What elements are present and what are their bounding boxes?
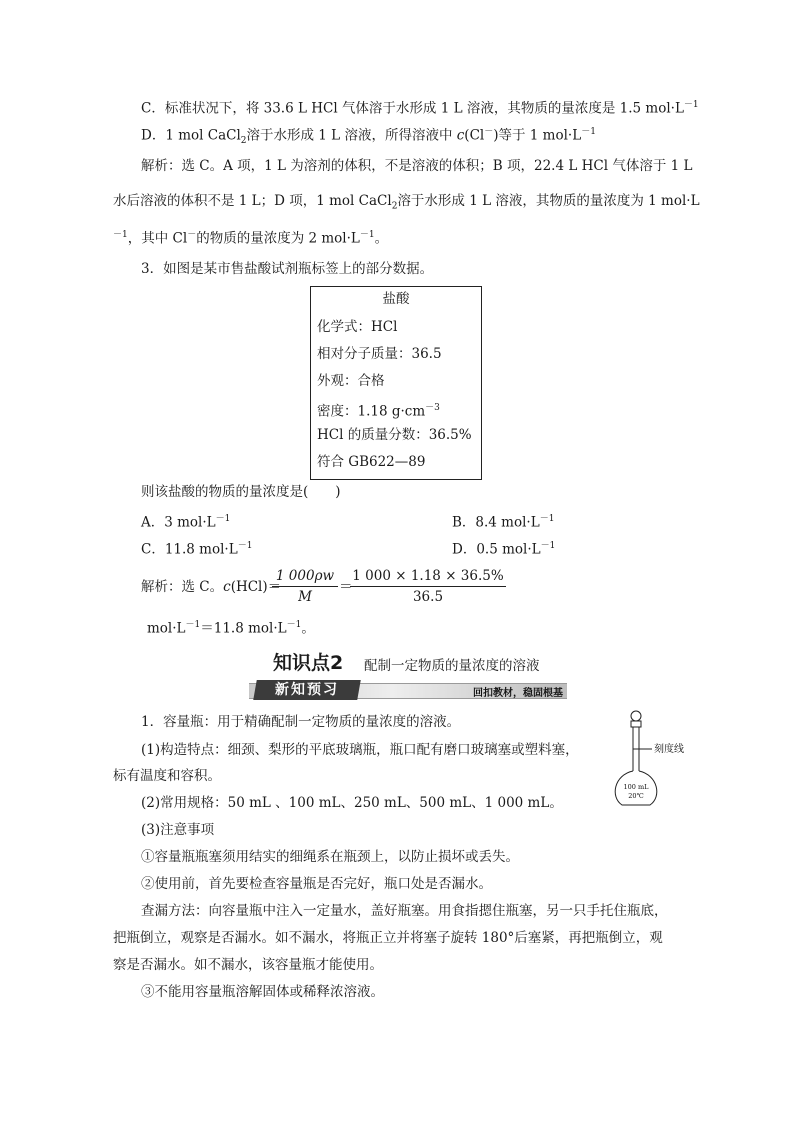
volumetric-flask-illustration <box>600 705 690 810</box>
option-a: A．3 $mol\cdot L^{-1}$ <box>141 514 231 531</box>
option-d: D．0.5 $mol\cdot L^{-1}$ <box>452 541 556 558</box>
option-b: B．8.4 $mol\cdot L^{-1}$ <box>452 514 555 531</box>
preview-banner <box>249 680 567 700</box>
label-molar-mass: 相对分子质量：36.5 <box>317 346 442 362</box>
note-1: ①容量瓶瓶塞须用结实的细绳系在瓶颈上，以防止损坏或丢失。 <box>141 849 519 865</box>
banner-slogan: 回扣教材，稳固根基 <box>473 688 563 699</box>
leak-check-line-2: 把瓶倒立，观察是否漏水。如不漏水，将瓶正立并将塞子旋转 180°后塞紧，再把瓶倒立，观 <box>113 930 663 946</box>
option-c: C．11.8 $mol\cdot L^{-1}$ <box>141 541 253 558</box>
knowledge-point-subtitle: 配制一定物质的量浓度的溶液 <box>364 658 540 674</box>
note-2: ②使用前，首先要检查容量瓶是否完好，瓶口处是否漏水。 <box>141 876 492 892</box>
point-1: 1．容量瓶：用于精确配制一定物质的量浓度的溶液。 <box>141 714 461 730</box>
flask-volume: 100 mL <box>623 783 649 791</box>
banner-tag: 新知预习 <box>253 680 361 700</box>
common-specs: (2)常用规格：50 mL 、100 mL、250 mL、500 mL、1 000 mL。 <box>141 795 563 811</box>
analysis-1-line-2: 水后溶液的体积不是 1 L；D 项，1 mol CaCl$_2$溶于水形成 1 L 溶液，其物质的量浓度为 1 mol·L <box>113 193 700 212</box>
fraction-1-denominator: M <box>298 589 312 605</box>
fraction-1 <box>272 568 338 606</box>
knowledge-point-title: 知识点2 <box>273 652 344 674</box>
analysis-2-prefix: 解析：选 C。c(HCl)＝ <box>141 579 282 595</box>
leak-check-line-1: 查漏方法：向容量瓶中注入一定量水，盖好瓶塞。用食指摁住瓶塞，另一只手托住瓶底， <box>141 903 668 919</box>
flask-temperature: 20℃ <box>628 792 644 800</box>
analysis-2-result: $mol\cdot L^{-1}=11.8$ $mol\cdot L^{-1}$。 <box>147 620 315 637</box>
reagent-label-box <box>310 286 482 480</box>
option-c-prev: C．标准状况下，将 33.6 L HCl 气体溶于水形成 1 L 溶液，其物质的量浓度是 1.5 $mol\cdot L^{-1}$ <box>141 100 699 117</box>
question-3-ask: 则该盐酸的物质的量浓度是( ) <box>141 484 341 500</box>
fraction-2-numerator: 1 000 × 1.18 × 36.5% <box>352 568 504 584</box>
leak-check-line-3: 察是否漏水。如不漏水，该容量瓶才能使用。 <box>113 957 383 973</box>
analysis-1-line-1: 解析：选 C。A 项，1 L 为溶剂的体积，不是溶液的体积；B 项，22.4 L HCl 气体溶于 1 L <box>141 158 693 174</box>
fraction-2 <box>350 568 506 606</box>
question-3-stem: 3．如图是某市售盐酸试剂瓶标签上的部分数据。 <box>141 261 434 277</box>
label-mass-fraction: HCl 的质量分数：36.5% <box>317 427 472 443</box>
mark-line-label: 刻度线 <box>654 744 684 755</box>
structure-line-1: (1)构造特点：细颈、梨形的平底玻璃瓶，瓶口配有磨口玻璃塞或塑料塞， <box>141 742 579 758</box>
label-appearance: 外观：合格 <box>317 373 385 389</box>
notes-heading: (3)注意事项 <box>141 822 215 838</box>
fraction-2-denominator: 36.5 <box>412 589 444 605</box>
label-standard: 符合 GB622—89 <box>317 454 426 470</box>
fraction-1-numerator: 1 000ρw <box>275 568 335 584</box>
label-density: 密度：1.18 $g\cdot cm^{-3}$ <box>317 403 440 420</box>
note-3: ③不能用容量瓶溶解固体或稀释浓溶液。 <box>141 984 384 1000</box>
structure-line-2: 标有温度和容积。 <box>113 768 221 784</box>
option-d-prev: D．1 mol CaCl$_2$溶于水形成 1 L 溶液，所得溶液中 c(Cl－)等于 1 $mol\cdot L^{-1}$ <box>141 127 596 147</box>
equals-sign: ＝ <box>339 579 353 595</box>
analysis-1-line-3: $^{-1}$，其中 Cl－的物质的量浓度为 2 $mol\cdot L^{-1}$。 <box>113 230 389 247</box>
label-title: 盐酸 <box>382 291 410 307</box>
label-formula: 化学式：HCl <box>317 319 398 335</box>
